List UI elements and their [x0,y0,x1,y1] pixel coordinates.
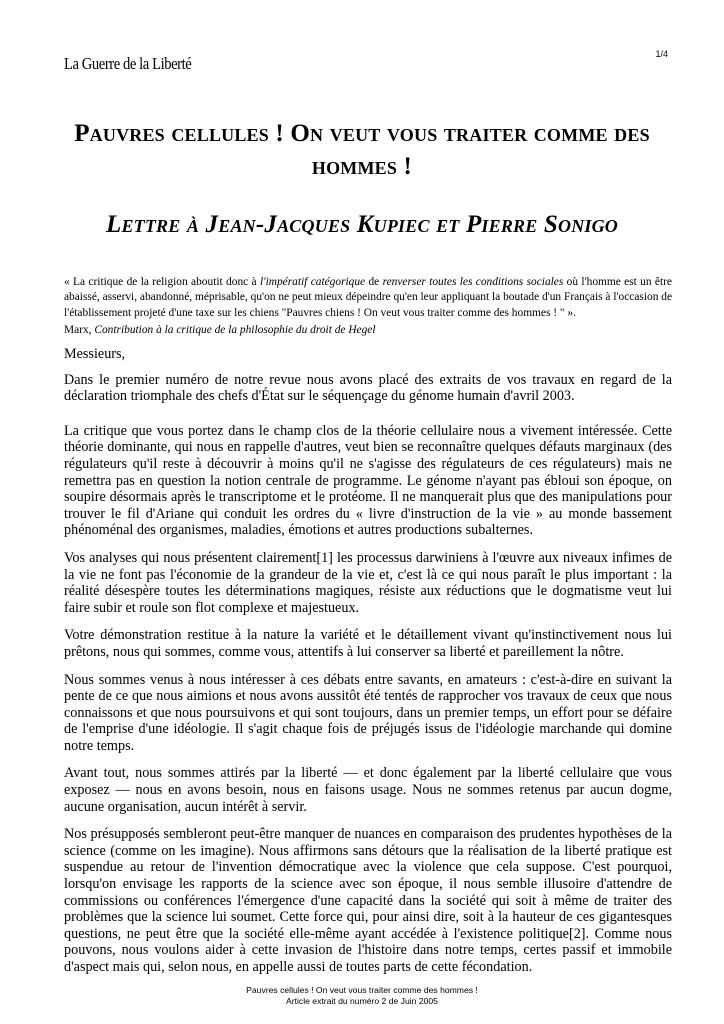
epigraph-work: Contribution à la critique de la philosophie du droit de Hegel [94,323,376,336]
article-subtitle: Lettre à Jean-Jacques Kupiec et Pierre Sonigo [105,210,619,238]
page-footer [0,985,724,1007]
paragraph: Nos présupposés sembleront peut-être manquer de nuances en comparaison des prudentes hypothèses de la science (comme on les imagine). Nous affirmons sans détours que la réalisation de la liberté pratique est suspendue au retour de l'invention démocratique avec la violence que cela suppose. C'est pourquoi, lorsqu'on envisage les rapports de la science avec son époque, il nous semble illusoire d'attendre de commissions ou conférences l'émergence d'une capacité dans la société qui soit à même de traiter des problèmes que la science lui soumet. Cette force qui, pour ainsi dire, soit à la hauteur de ces gigantesques questions, ne peut être que la société elle-même ayant accédée à l'existence politique[2]. Comme nous pouvons, nous voulons aider à cette invasion de l'histoire dans notre temps, certes passif et immobile d'aspect mais qui, selon nous, en appelle aussi de toutes parts de cette fécondation. [64,826,672,975]
paragraph: Votre démonstration restitue à la nature la variété et le détaillement vivant qu'instinctivement nous lui prêtons, nous qui sommes, comme vous, attentifs à lui conserver sa liberté et pareillement la nôtre. [64,627,672,660]
page-number: 1/4 [655,49,668,59]
epigraph-emphasis-2: renverser toutes les conditions sociales [382,276,564,288]
epigraph-text-3: où l'homme est un être abaissé, asservi, abandonné, méprisable, qu'on ne peut mieux dépeindre qu'en leur appliquant la boutade d'un Français à l'occasion de l'établissement projeté d'une taxe sur les chiens "Pauvres chiens ! On veut vous traiter comme des hommes ! " ». [64,276,672,319]
epigraph [64,275,672,338]
journal-logo: La Guerre de la Liberté [64,54,192,73]
epigraph-author: Marx, [64,323,95,336]
paragraph: Nous sommes venus à nous intéresser à ces débats entre savants, en amateurs : c'est-à-dire en suivant la pente de ce que nous aimions et nous avons aussitôt été tentés de rapprocher vos travaux de ceux que nous connaissons et que nous poursuivons et qui sont toujours, dans un premier temps, un effort pour se défaire de l'emprise d'une idéologie. Il s'agit chaque fois de préjugés issus de l'idéologie marchande qui domine notre temps. [64,671,672,754]
epigraph-text-1: « La critique de la religion aboutit donc à [64,276,260,288]
epigraph-emphasis-1: l'impératif catégorique [259,276,366,288]
salutation: Messieurs, [64,346,126,362]
letter-body [64,346,672,987]
paragraph: Vos analyses qui nous présentent clairement[1] les processus darwiniens à l'œuvre aux niveaux infimes de la vie ne font pas l'économie de la grandeur de la vie et, c'est là ce qui nous paraît le plus important : la réalité désespère toutes les déterminations magiques, résiste aux réductions que le dogmatisme veut lui faire subir et roule son flot complexe et majestueux. [64,549,672,616]
footer-title: Pauvres cellules ! On veut vous traiter comme des hommes ! [246,985,478,995]
epigraph-quote [64,275,672,321]
paragraph: La critique que vous portez dans le champ clos de la théorie cellulaire nous a vivement intéressée. Cette théorie dominante, qui nous en rappelle d'autres, veut bien se reconnaître quelques défauts marginaux (des régulateurs qu'il reste à découvrir à moins qu'il ne s'agisse des régulateurs de ces régulateurs) mais ne remettra pas en question la notion centrale de programme. Le génome n'ayant pas ébloui son époque, on soupire désormais après le transcriptome et le protéome. Il ne manquerait plus que des manipulations pour trouver le fil d'Ariane qui conduit les ordres du « livre d'instruction de la vie » au monde bassement phénoménal des organismes, maladies, émotions et autres productions subalternes. [64,422,672,539]
epigraph-source [64,323,672,338]
article-title: Pauvres cellules ! On veut vous traiter comme des hommes ! [74,119,650,180]
paragraph: Dans le premier numéro de notre revue nous avons placé des extraits de vos travaux en regard de la déclaration triomphale des chefs d'État sur le séquençage du génome humain d'avril 2003. [64,371,672,405]
epigraph-text-2: de [365,276,383,288]
paragraph: Avant tout, nous sommes attirés par la liberté — et donc également par la liberté cellulaire que vous exposez — nous en avons besoin, nous en faisons usage. Nous ne sommes retenus par aucun dogme, aucune organisation, aucun intérêt à servir. [64,765,672,815]
footer-issue: Article extrait du numéro 2 de Juin 2005 [286,996,438,1006]
